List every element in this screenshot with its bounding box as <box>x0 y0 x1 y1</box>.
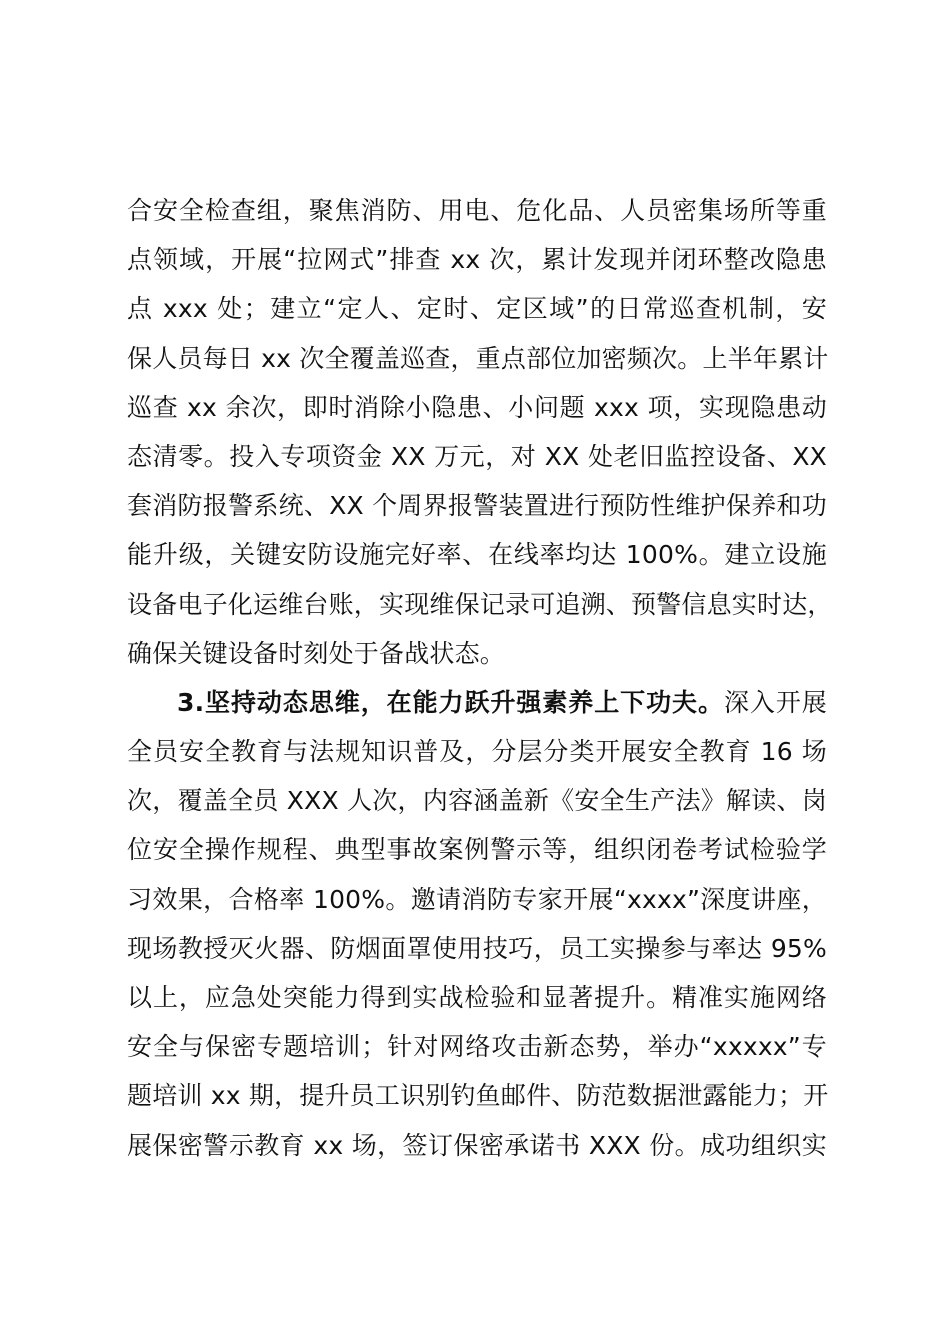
section-heading-line <box>127 678 827 727</box>
paragraph-line: 现场教授灭火器、防烟面罩使用技巧，员工实操参与率达 95% <box>127 933 827 963</box>
paragraph-line: 全员安全教育与法规知识普及，分层分类开展安全教育 16 场 <box>127 737 827 767</box>
paragraph-line: 设备电子化运维台账，实现维保记录可追溯、预警信息实时达， <box>127 589 833 619</box>
paragraph-line: 能升级，关键安防设施完好率、在线率均达 100%。建立设施 <box>127 540 827 570</box>
paragraph-line: 点 xxx 处；建立“定人、定时、定区域”的日常巡查机制，安 <box>127 294 827 324</box>
paragraph-line: 确保关键设备时刻处于备战状态。 <box>127 638 506 668</box>
paragraph-line: 巡查 xx 余次，即时消除小隐患、小问题 xxx 项，实现隐患动 <box>127 392 827 422</box>
paragraph-line: 位安全操作规程、典型事故案例警示等，组织闭卷考试检验学 <box>127 835 827 865</box>
section-heading: 3.坚持动态思维，在能力跃升强素养上下功夫。 <box>177 687 724 717</box>
paragraph-line: 态清零。投入专项资金 XX 万元，对 XX 处老旧监控设备、XX <box>127 441 827 471</box>
paragraph-line: 点领域，开展“拉网式”排查 xx 次，累计发现并闭环整改隐患 <box>127 245 827 275</box>
paragraph-line: 套消防报警系统、XX 个周界报警装置进行预防性维护保养和功 <box>127 491 827 521</box>
paragraph-line: 安全与保密专题培训；针对网络攻击新态势，举办“xxxxx”专 <box>127 1032 827 1062</box>
paragraph-line: 合安全检查组，聚焦消防、用电、危化品、人员密集场所等重 <box>127 196 827 225</box>
paragraph-line: 习效果，合格率 100%。邀请消防专家开展“xxxx”深度讲座， <box>127 884 827 914</box>
paragraph-line: 以上，应急处突能力得到实战检验和显著提升。精准实施网络 <box>127 983 827 1012</box>
paragraph-line: 次，覆盖全员 XXX 人次，内容涵盖新《安全生产法》解读、岗 <box>127 786 827 816</box>
paragraph-line: 展保密警示教育 xx 场，签订保密承诺书 XXX 份。成功组织实 <box>127 1130 827 1160</box>
paragraph-line: 题培训 xx 期，提升员工识别钓鱼邮件、防范数据泄露能力；开 <box>127 1081 829 1111</box>
paragraph-line: 保人员每日 xx 次全覆盖巡查，重点部位加密频次。上半年累计 <box>127 343 829 373</box>
section-heading-continuation: 深入开展 <box>723 687 827 717</box>
document-body <box>127 186 833 1170</box>
